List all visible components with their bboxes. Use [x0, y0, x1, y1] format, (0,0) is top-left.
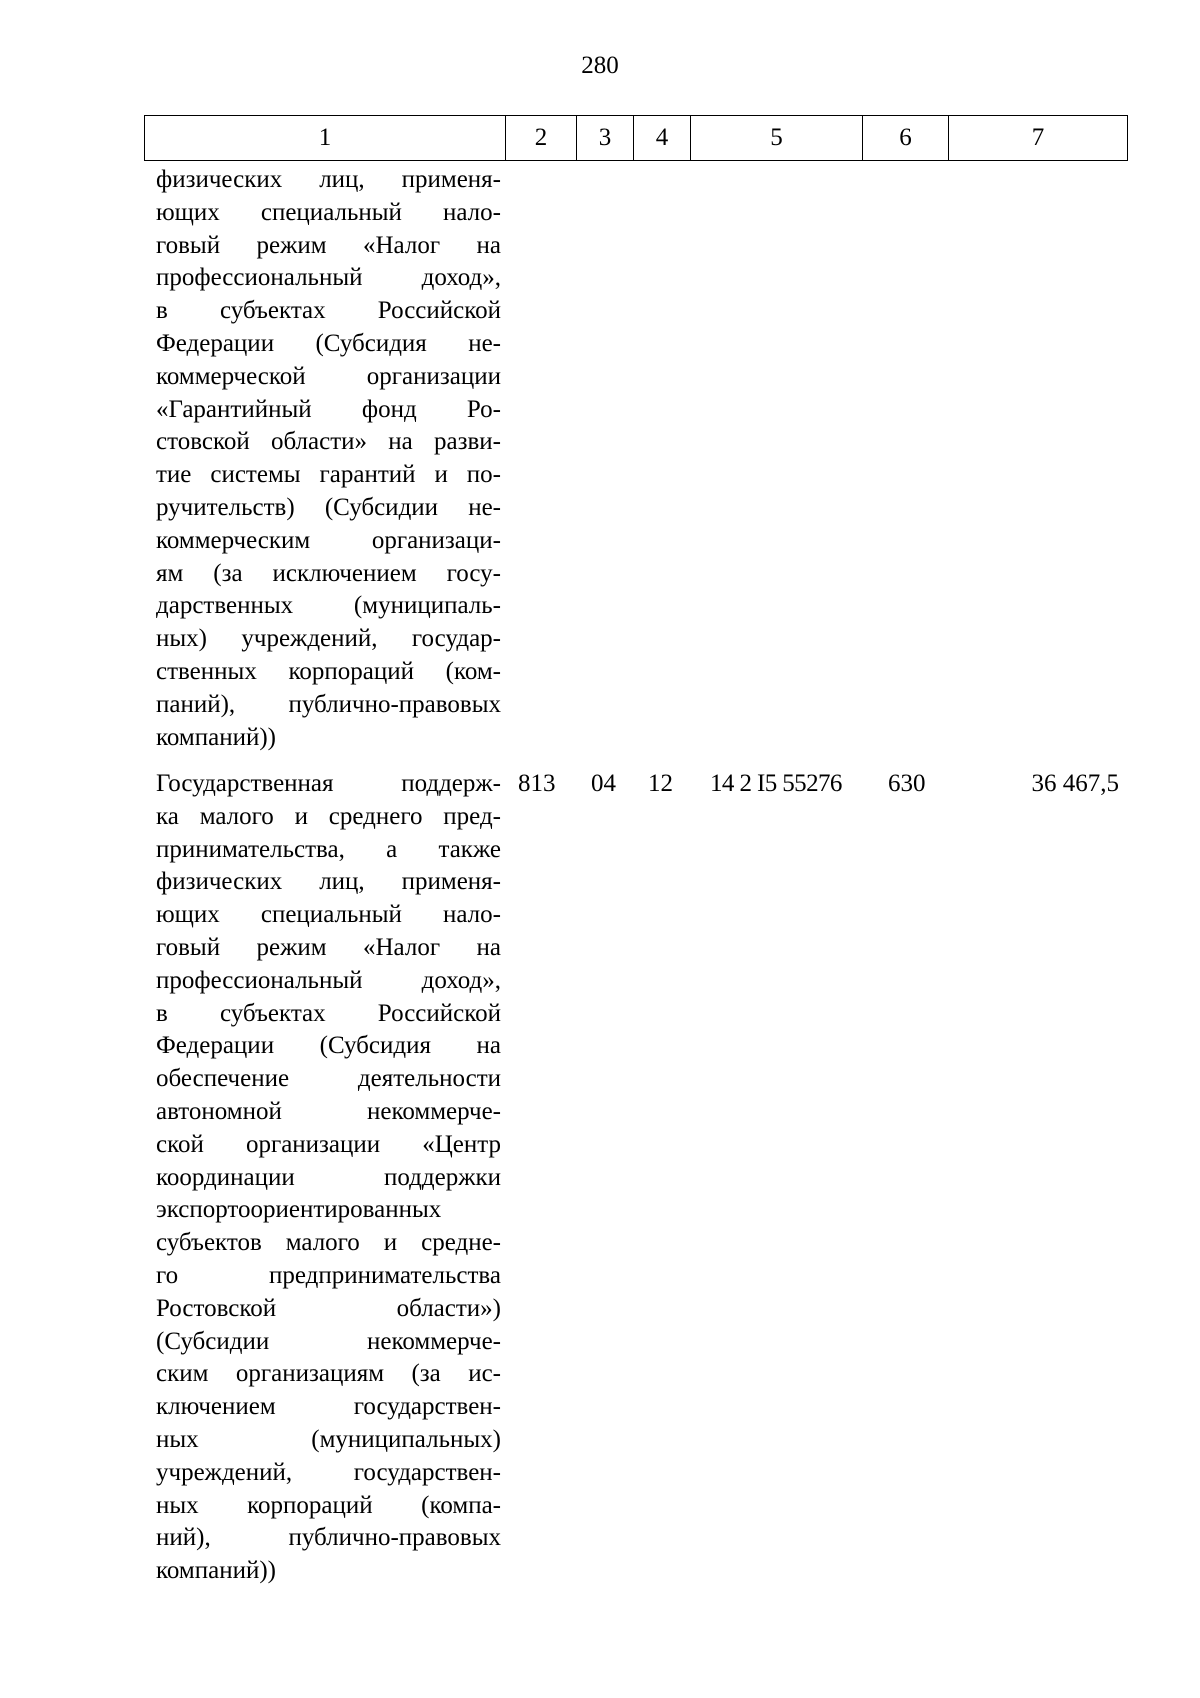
column-header-6: 6: [863, 116, 949, 161]
row-description: [156, 164, 501, 754]
description-line: (Субсидии некоммерче-: [156, 1327, 501, 1355]
column-header-1: 1: [145, 116, 506, 161]
description-line: учреждений, государствен-: [156, 1458, 501, 1486]
row-col-7: 36 467,5: [1031, 770, 1119, 797]
description-line: обеспечение деятельности: [156, 1065, 501, 1093]
description-line: коммерческой организации: [156, 362, 501, 390]
column-header-3: 3: [577, 116, 634, 161]
description-line: субъектов малого и средне-: [156, 1229, 501, 1257]
description-line: ям (за исключением госу-: [156, 559, 501, 587]
description-line: говый режим «Налог на: [156, 231, 501, 259]
description-line: профессиональный доход»,: [156, 264, 501, 292]
description-line: паний), публично-правовых: [156, 690, 501, 718]
description-line: профессиональный доход»,: [156, 966, 501, 994]
description-line: ручительств) (Субсидии не-: [156, 493, 501, 521]
description-line: ственных корпораций (ком-: [156, 657, 501, 685]
description-line: ключением государствен-: [156, 1393, 501, 1421]
description-line: в субъектах Российской: [156, 999, 501, 1027]
row-col-2: 813: [518, 770, 556, 797]
description-line: экспортоориентированных: [156, 1196, 442, 1224]
description-line: коммерческим организаци-: [156, 526, 501, 554]
row-col-3: 04: [591, 770, 616, 797]
column-header-2: 2: [506, 116, 577, 161]
description-line: в субъектах Российской: [156, 297, 501, 325]
description-line: принимательства, а также: [156, 835, 501, 863]
description-line: автономной некоммерче-: [156, 1097, 501, 1125]
column-header-table: [144, 115, 1128, 161]
row-col-4: 12: [648, 770, 673, 797]
description-line: говый режим «Налог на: [156, 933, 501, 961]
description-line: компаний)): [156, 1557, 276, 1585]
description-line: Ростовской области»): [156, 1294, 501, 1322]
description-line: координации поддержки: [156, 1163, 501, 1191]
description-line: Федерации (Субсидия не-: [156, 329, 501, 357]
row-col-5: 14 2 I5 55276: [710, 770, 842, 797]
description-line: дарственных (муниципаль-: [156, 592, 501, 620]
description-line: го предпринимательства: [156, 1261, 501, 1289]
description-line: ка малого и среднего пред-: [156, 802, 501, 830]
description-line: ных) учреждений, государ-: [156, 625, 501, 653]
description-line: ющих специальный нало-: [156, 901, 501, 929]
description-line: Федерации (Субсидия на: [156, 1032, 501, 1060]
column-header-7: 7: [949, 116, 1128, 161]
column-header-row: [145, 116, 1128, 161]
description-line: ющих специальный нало-: [156, 198, 501, 226]
description-line: компаний)): [156, 723, 276, 751]
description-line: тие системы гарантий и по-: [156, 461, 501, 489]
description-line: ных корпораций (компа-: [156, 1491, 501, 1519]
description-line: физических лиц, применя-: [156, 868, 501, 896]
description-line: ским организациям (за ис-: [156, 1360, 501, 1388]
column-header-5: 5: [691, 116, 863, 161]
description-line: ний), публично-правовых: [156, 1524, 501, 1552]
row-col-6: 630: [888, 770, 926, 797]
description-line: ской организации «Центр: [156, 1130, 501, 1158]
description-line: «Гарантийный фонд Ро-: [156, 395, 501, 423]
description-line: физических лиц, применя-: [156, 166, 501, 193]
column-header-4: 4: [634, 116, 691, 161]
description-line: стовской области» на разви-: [156, 428, 501, 456]
description-line: ных (муниципальных): [156, 1425, 501, 1453]
row-description: [156, 768, 501, 1588]
description-line: Государственная поддерж-: [156, 770, 501, 797]
page-number: 280: [581, 52, 619, 79]
